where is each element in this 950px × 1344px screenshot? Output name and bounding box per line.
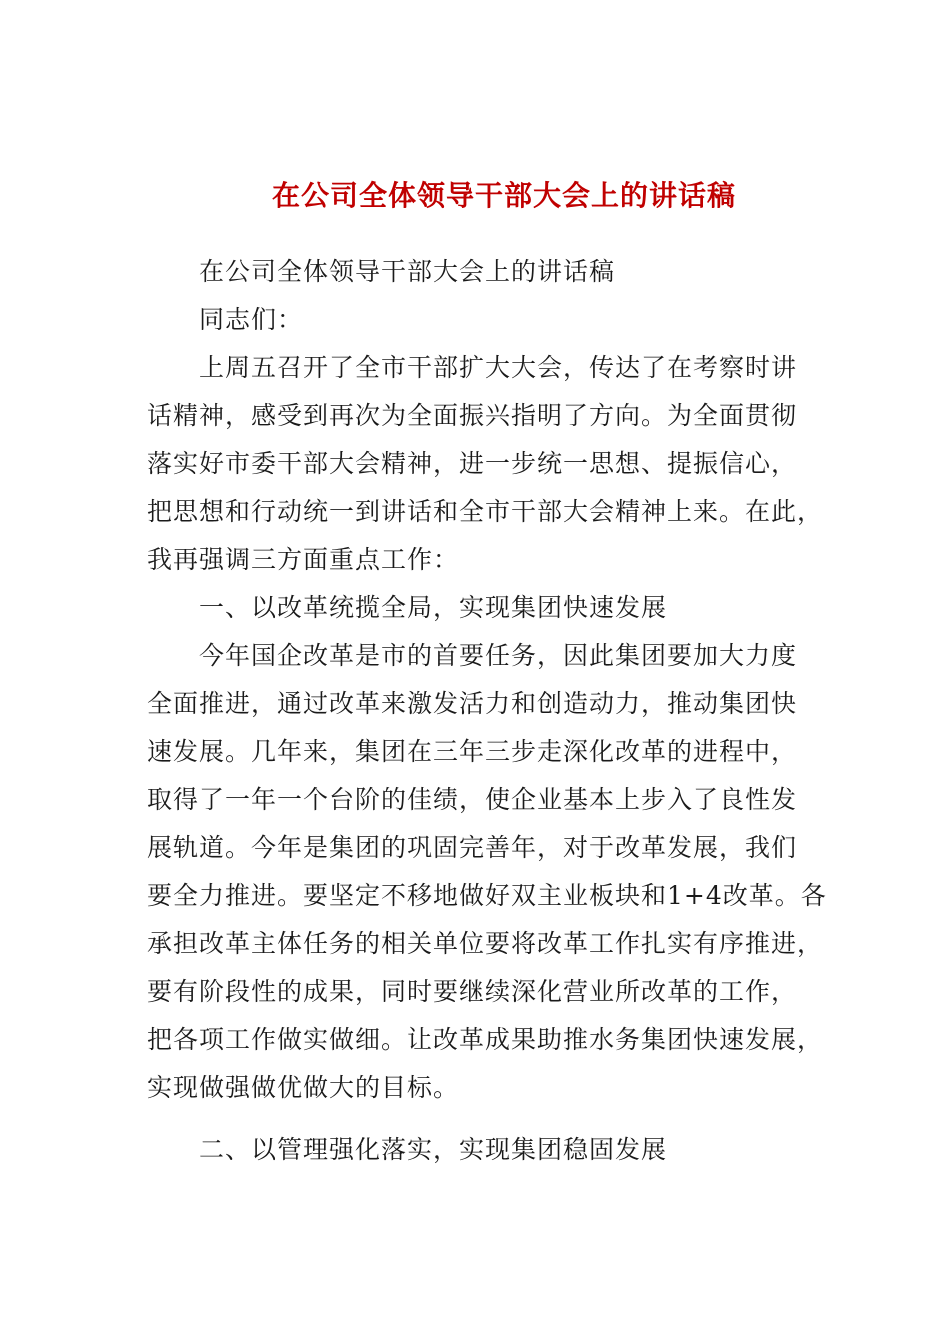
paragraph-2-line: 今年国企改革是市的首要任务，因此集团要加大力度 [199, 641, 798, 670]
section-heading-2: 二、以管理强化落实，实现集团稳固发展 [199, 1135, 668, 1164]
document-body [147, 252, 827, 1178]
paragraph-1-line: 话精神，感受到再次为全面振兴指明了方向。为全面贯彻 [147, 401, 798, 430]
subtitle-line: 在公司全体领导干部大会上的讲话稿 [199, 257, 616, 286]
paragraph-2-line: 要全力推进。要坚定不移地做好双主业板块和1+4改革。各 [147, 881, 827, 910]
paragraph-spacer [147, 1116, 807, 1130]
paragraph-1-line: 上周五召开了全市干部扩大大会，传达了在考察时讲 [199, 353, 798, 382]
document-title: 在公司全体领导干部大会上的讲话稿 [271, 179, 736, 212]
paragraph-2-line: 把各项工作做实做细。让改革成果助推水务集团快速发展， [147, 1025, 824, 1054]
paragraph-2-line: 实现做强做优做大的目标。 [147, 1073, 460, 1102]
paragraph-1-line: 把思想和行动统一到讲话和全市干部大会精神上来。在此， [147, 497, 824, 526]
paragraph-2-line: 取得了一年一个台阶的佳绩，使企业基本上步入了良性发 [147, 785, 798, 814]
paragraph-2 [147, 636, 827, 1116]
paragraph-1-line: 我再强调三方面重点工作： [147, 545, 460, 574]
paragraph-1 [147, 348, 824, 588]
paragraph-2-line: 速发展。几年来，集团在三年三步走深化改革的进程中， [147, 737, 798, 766]
section-heading-1: 一、以改革统揽全局，实现集团快速发展 [199, 593, 668, 622]
salutation-line: 同志们： [199, 305, 304, 334]
paragraph-1-line: 落实好市委干部大会精神，进一步统一思想、提振信心， [147, 449, 798, 478]
paragraph-2-line: 全面推进，通过改革来激发活力和创造动力，推动集团快 [147, 689, 798, 718]
paragraph-2-line: 承担改革主体任务的相关单位要将改革工作扎实有序推进， [147, 929, 824, 958]
paragraph-2-line: 要有阶段性的成果，同时要继续深化营业所改革的工作， [147, 977, 798, 1006]
paragraph-2-line: 展轨道。今年是集团的巩固完善年，对于改革发展，我们 [147, 833, 798, 862]
